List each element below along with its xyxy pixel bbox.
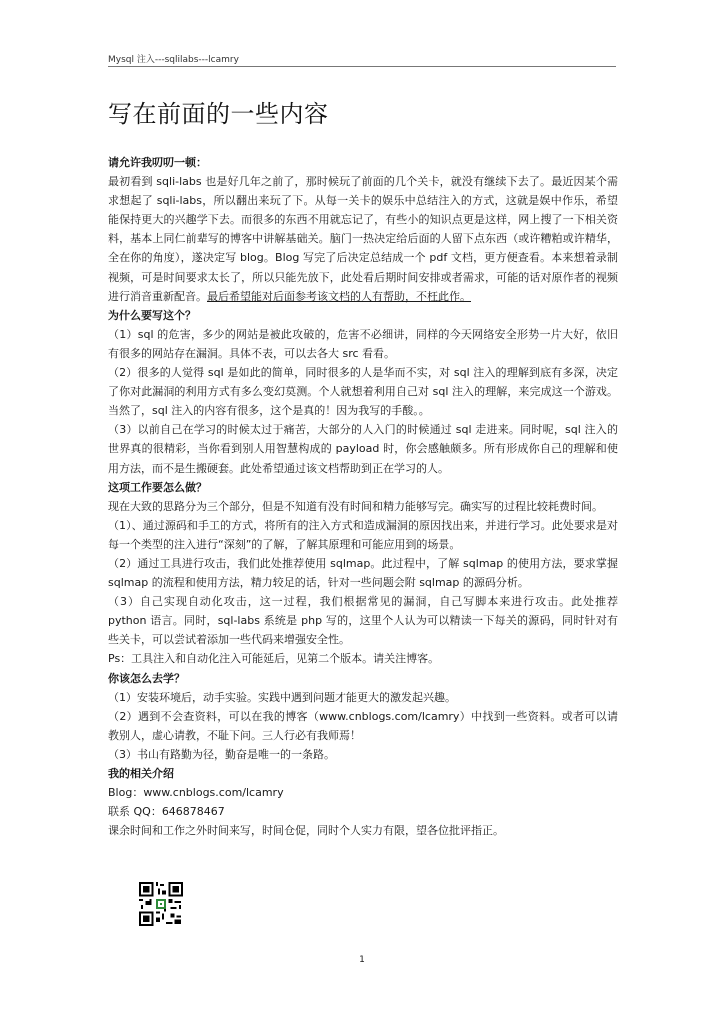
how-paragraph-intro: 现在大致的思路分为三个部分，但是不知道有没有时间和精力能够写完。确实写的过程比较耗费时间。 bbox=[108, 499, 603, 513]
section-heading-preface: 请允许我叨叨一顿： bbox=[108, 156, 207, 169]
learn-paragraph-3: （3）书山有路勤为径，勤奋是唯一的一条路。 bbox=[108, 747, 335, 761]
section-heading-learn: 你该怎么去学？ bbox=[108, 671, 185, 685]
how-paragraph-ps: Ps：工具注入和自动化注入可能延后，见第二个版本。请关注博客。 bbox=[108, 652, 440, 666]
why-paragraph-2: （2）很多的人觉得 sql 是如此的简单，同时很多的人是华而不实，对 sql 注入的理解到底有多深，决定了你对此漏洞的利用方式有多么变幻莫测。个人就想着利用自己对 sql 注入的理解，来完成这一个游戏。当然了，sql 注入的内容有很多，这个是真的！因为我写的手酸。。 bbox=[108, 366, 618, 418]
section-heading-about: 我的相关介绍 bbox=[108, 767, 174, 780]
about-qq: 联系 QQ：646878467 bbox=[108, 805, 225, 819]
how-paragraph-2: （2）通过工具进行攻击，我们此处推荐使用 sqlmap。此过程中，了解 sqlmap 的使用方法，要求掌握 sqlmap 的流程和使用方法，精力较足的话，针对一些问题会附 sqlmap 的源码分析。 bbox=[108, 556, 618, 590]
qr-code-image bbox=[139, 882, 183, 926]
learn-paragraph-1: （1）安装环境后，动手实验。实践中遇到问题才能更大的激发起兴趣。 bbox=[108, 690, 456, 704]
learn-paragraph-2: （2）遇到不会查资料，可以在我的博客（www.cnblogs.com/lcamry）中找到一些资料。或者可以请教别人，虚心请教，不耻下问。三人行必有我师焉！ bbox=[108, 709, 618, 742]
about-note: 课余时间和工作之外时间来写，时间仓促，同时个人实力有限，望各位批评指正。 bbox=[108, 824, 504, 838]
header-rule bbox=[108, 66, 616, 67]
why-paragraph-3: （3）以前自己在学习的时候太过于痛苦，大部分的人入门的时候通过 sql 走进来。同时呢，sql 注入的世界真的很精彩，当你看到别人用智慧构成的 payload 时，你会感触颇多。所有形成你自己的理解和使用方法，而不是生搬硬套。此处希望通过该文档帮助到正在学习的人。 bbox=[108, 423, 618, 475]
how-paragraph-1: （1）、通过源码和手工的方式，将所有的注入方式和造成漏洞的原因找出来，并进行学习。此处要求是对每一个类型的注入进行“深刻”的了解，了解其原理和可能应用到的场景。 bbox=[108, 518, 618, 551]
page-header: Mysql 注入---sqlilabs---lcamry bbox=[108, 55, 239, 65]
why-paragraph-1: （1）sql 的危害，多少的网站是被此攻破的，危害不必细讲，同样的今天网络安全形势一片大好，依旧有很多的网站存在漏洞。具体不表，可以去各大 src 看看。 bbox=[108, 327, 618, 360]
how-paragraph-3: （3）自己实现自动化攻击，这一过程，我们根据常见的漏洞，自己写脚本来进行攻击。此处推荐 python 语言。同时，sql-labs 系统是 php 写的，这里个人认为可以精读一下每关的源码，同时针对有些关卡，可以尝试着添加一些代码来增强安全性。 bbox=[108, 595, 618, 647]
section-heading-how: 这项工作要怎么做？ bbox=[108, 480, 207, 494]
page-number: 1 bbox=[359, 955, 365, 965]
document-title: 写在前面的一些内容 bbox=[108, 100, 329, 128]
document-body bbox=[108, 153, 618, 840]
section-heading-why: 为什么要写这个？ bbox=[108, 308, 196, 322]
about-blog: Blog：www.cnblogs.com/lcamry bbox=[108, 786, 284, 800]
preface-paragraph: 最初看到 sqli-labs 也是好几年之前了，那时候玩了前面的几个关卡，就没有继续下去了。最近因某个需求想起了 sqli-labs，所以翻出来玩了下。从每一关卡的娱乐中总结注入的方式，这就是娱中作乐，希望能保持更大的兴趣学下去。而很多的东西不用就忘记了，有些小的知识点更是这样，网上搜了一下相关资料，基本上同仁前辈写的博客中讲解基础关。脑门一热决定给后面的人留下点东西（或许糟粕或许精华，全在你的角度），遂决定写 blog。Blog 写完了后决定总结成一个 pdf 文档，更方便查看。本来想着录制视频，可是时间要求太长了，所以只能先放下，此处看后期时间安排或者需求，可能的话对原作者的视频进行消音重新配音。最后希望能对后面参考该文档的人有帮助，不枉此作。 bbox=[108, 175, 618, 303]
underlined-note: 最后希望能对后面参考该文档的人有帮助，不枉此作。 bbox=[207, 289, 471, 303]
